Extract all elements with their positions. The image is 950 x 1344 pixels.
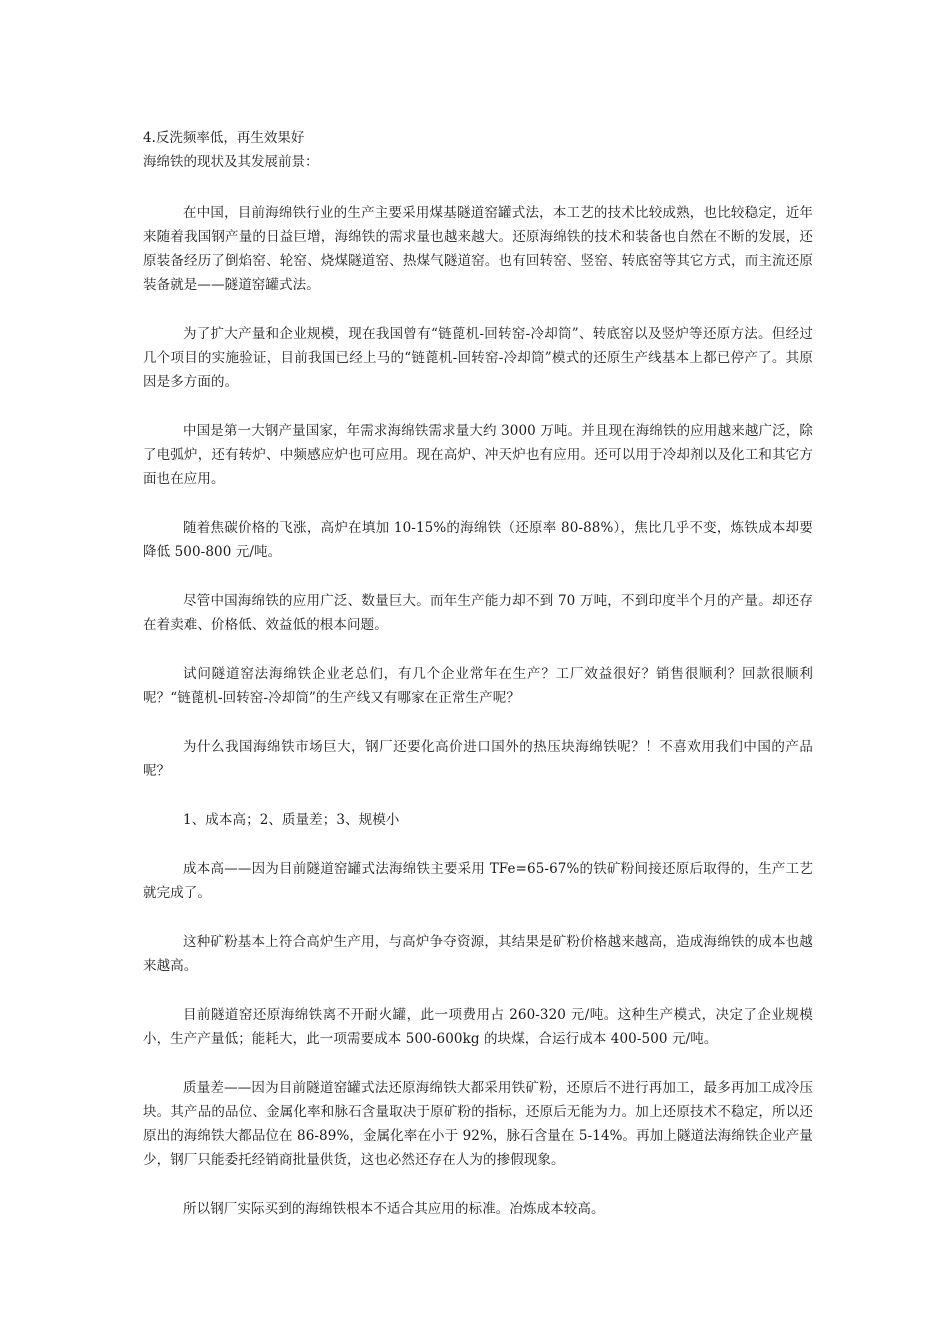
document-body	[143, 126, 813, 1246]
paragraph: 这种矿粉基本上符合高炉生产用，与高炉争夺资源，其结果是矿粉价格越来越高，造成海绵铁的成本也越来越高。	[143, 934, 813, 974]
paragraph: 尽管中国海绵铁的应用广泛、数量巨大。而年生产能力却不到 70 万吨，不到印度半个月的产量。却还存在着卖难、价格低、效益低的根本问题。	[143, 593, 813, 633]
paragraph: 质量差——因为目前隧道窑罐式法还原海绵铁大都采用铁矿粉，还原后不进行再加工，最多再加工成冷压块。其产品的品位、金属化率和脉石含量取决于原矿粉的指标，还原后无能为力。加上还原技术不稳定，所以还原出的海绵铁大都品位在 86-89%，金属化率在小于 92%，脉石含量在 5-14%。再加上隧道法海绵铁企业产量少，钢厂只能委托经销商批量供货，这也必然还存在人为的掺假现象。	[143, 1080, 813, 1168]
spacer	[143, 174, 813, 201]
paragraph: 在中国，目前海绵铁行业的生产主要采用煤基隧道窑罐式法，本工艺的技术比较成熟，也比较稳定，近年来随着我国钢产量的日益巨增，海绵铁的需求量也越来越大。还原海绵铁的技术和装备也自然在不断的发展，还原装备经历了倒焰窑、轮窑、烧煤隧道窑、热煤气隧道窑。也有回转窑、竖窑、转底窑等其它方式，而主流还原装备就是——隧道窑罐式法。	[143, 205, 813, 293]
paragraph: 试问隧道窑法海绵铁企业老总们，有几个企业常年在生产？工厂效益很好？销售很顺利？回款很顺利呢？“链蓖机-回转窑-冷却筒”的生产线又有哪家在正常生产呢？	[143, 666, 813, 706]
paragraph: 为什么我国海绵铁市场巨大，钢厂还要化高价进口国外的热压块海绵铁呢？！不喜欢用我们中国的产品呢？	[143, 739, 813, 779]
section-subheading: 海绵铁的现状及其发展前景：	[143, 154, 319, 170]
paragraph: 成本高——因为目前隧道窑罐式法海绵铁主要采用 TFe=65-67%的铁矿粉间接还原后取得的，生产工艺就完成了。	[143, 861, 813, 901]
paragraph: 随着焦碳价格的飞涨，高炉在填加 10-15%的海绵铁（还原率 80-88%），焦比几乎不变，炼铁成本却要降低 500-800 元/吨。	[143, 520, 813, 560]
section-heading: 4.反洗频率低，再生效果好	[143, 130, 305, 146]
paragraph: 为了扩大产量和企业规模，现在我国曾有“链蓖机-回转窑-冷却筒”、转底窑以及竖炉等还原方法。但经过几个项目的实施验证，目前我国已经上马的“链蓖机-回转窑-冷却筒”模式的还原生产线基本上都已停产了。其原因是多方面的。	[143, 326, 813, 390]
paragraph: 目前隧道窑还原海绵铁离不开耐火罐，此一项费用占 260-320 元/吨。这种生产模式，决定了企业规模小，生产产量低；能耗大，此一项需要成本 500-600kg 的块煤，合运行成本 400-500 元/吨。	[143, 1007, 813, 1047]
paragraph: 中国是第一大钢产量国家，年需求海绵铁需求量大约 3000 万吨。并且现在海绵铁的应用越来越广泛，除了电弧炉，还有转炉、中频感应炉也可应用。现在高炉、冲天炉也有应用。还可以用于冷却剂以及化工和其它方面也在应用。	[143, 423, 813, 487]
paragraph: 所以钢厂实际买到的海绵铁根本不适合其应用的标准。冶炼成本较高。	[183, 1201, 605, 1217]
paragraph: 1、成本高；2、质量差；3、规模小	[183, 812, 400, 828]
